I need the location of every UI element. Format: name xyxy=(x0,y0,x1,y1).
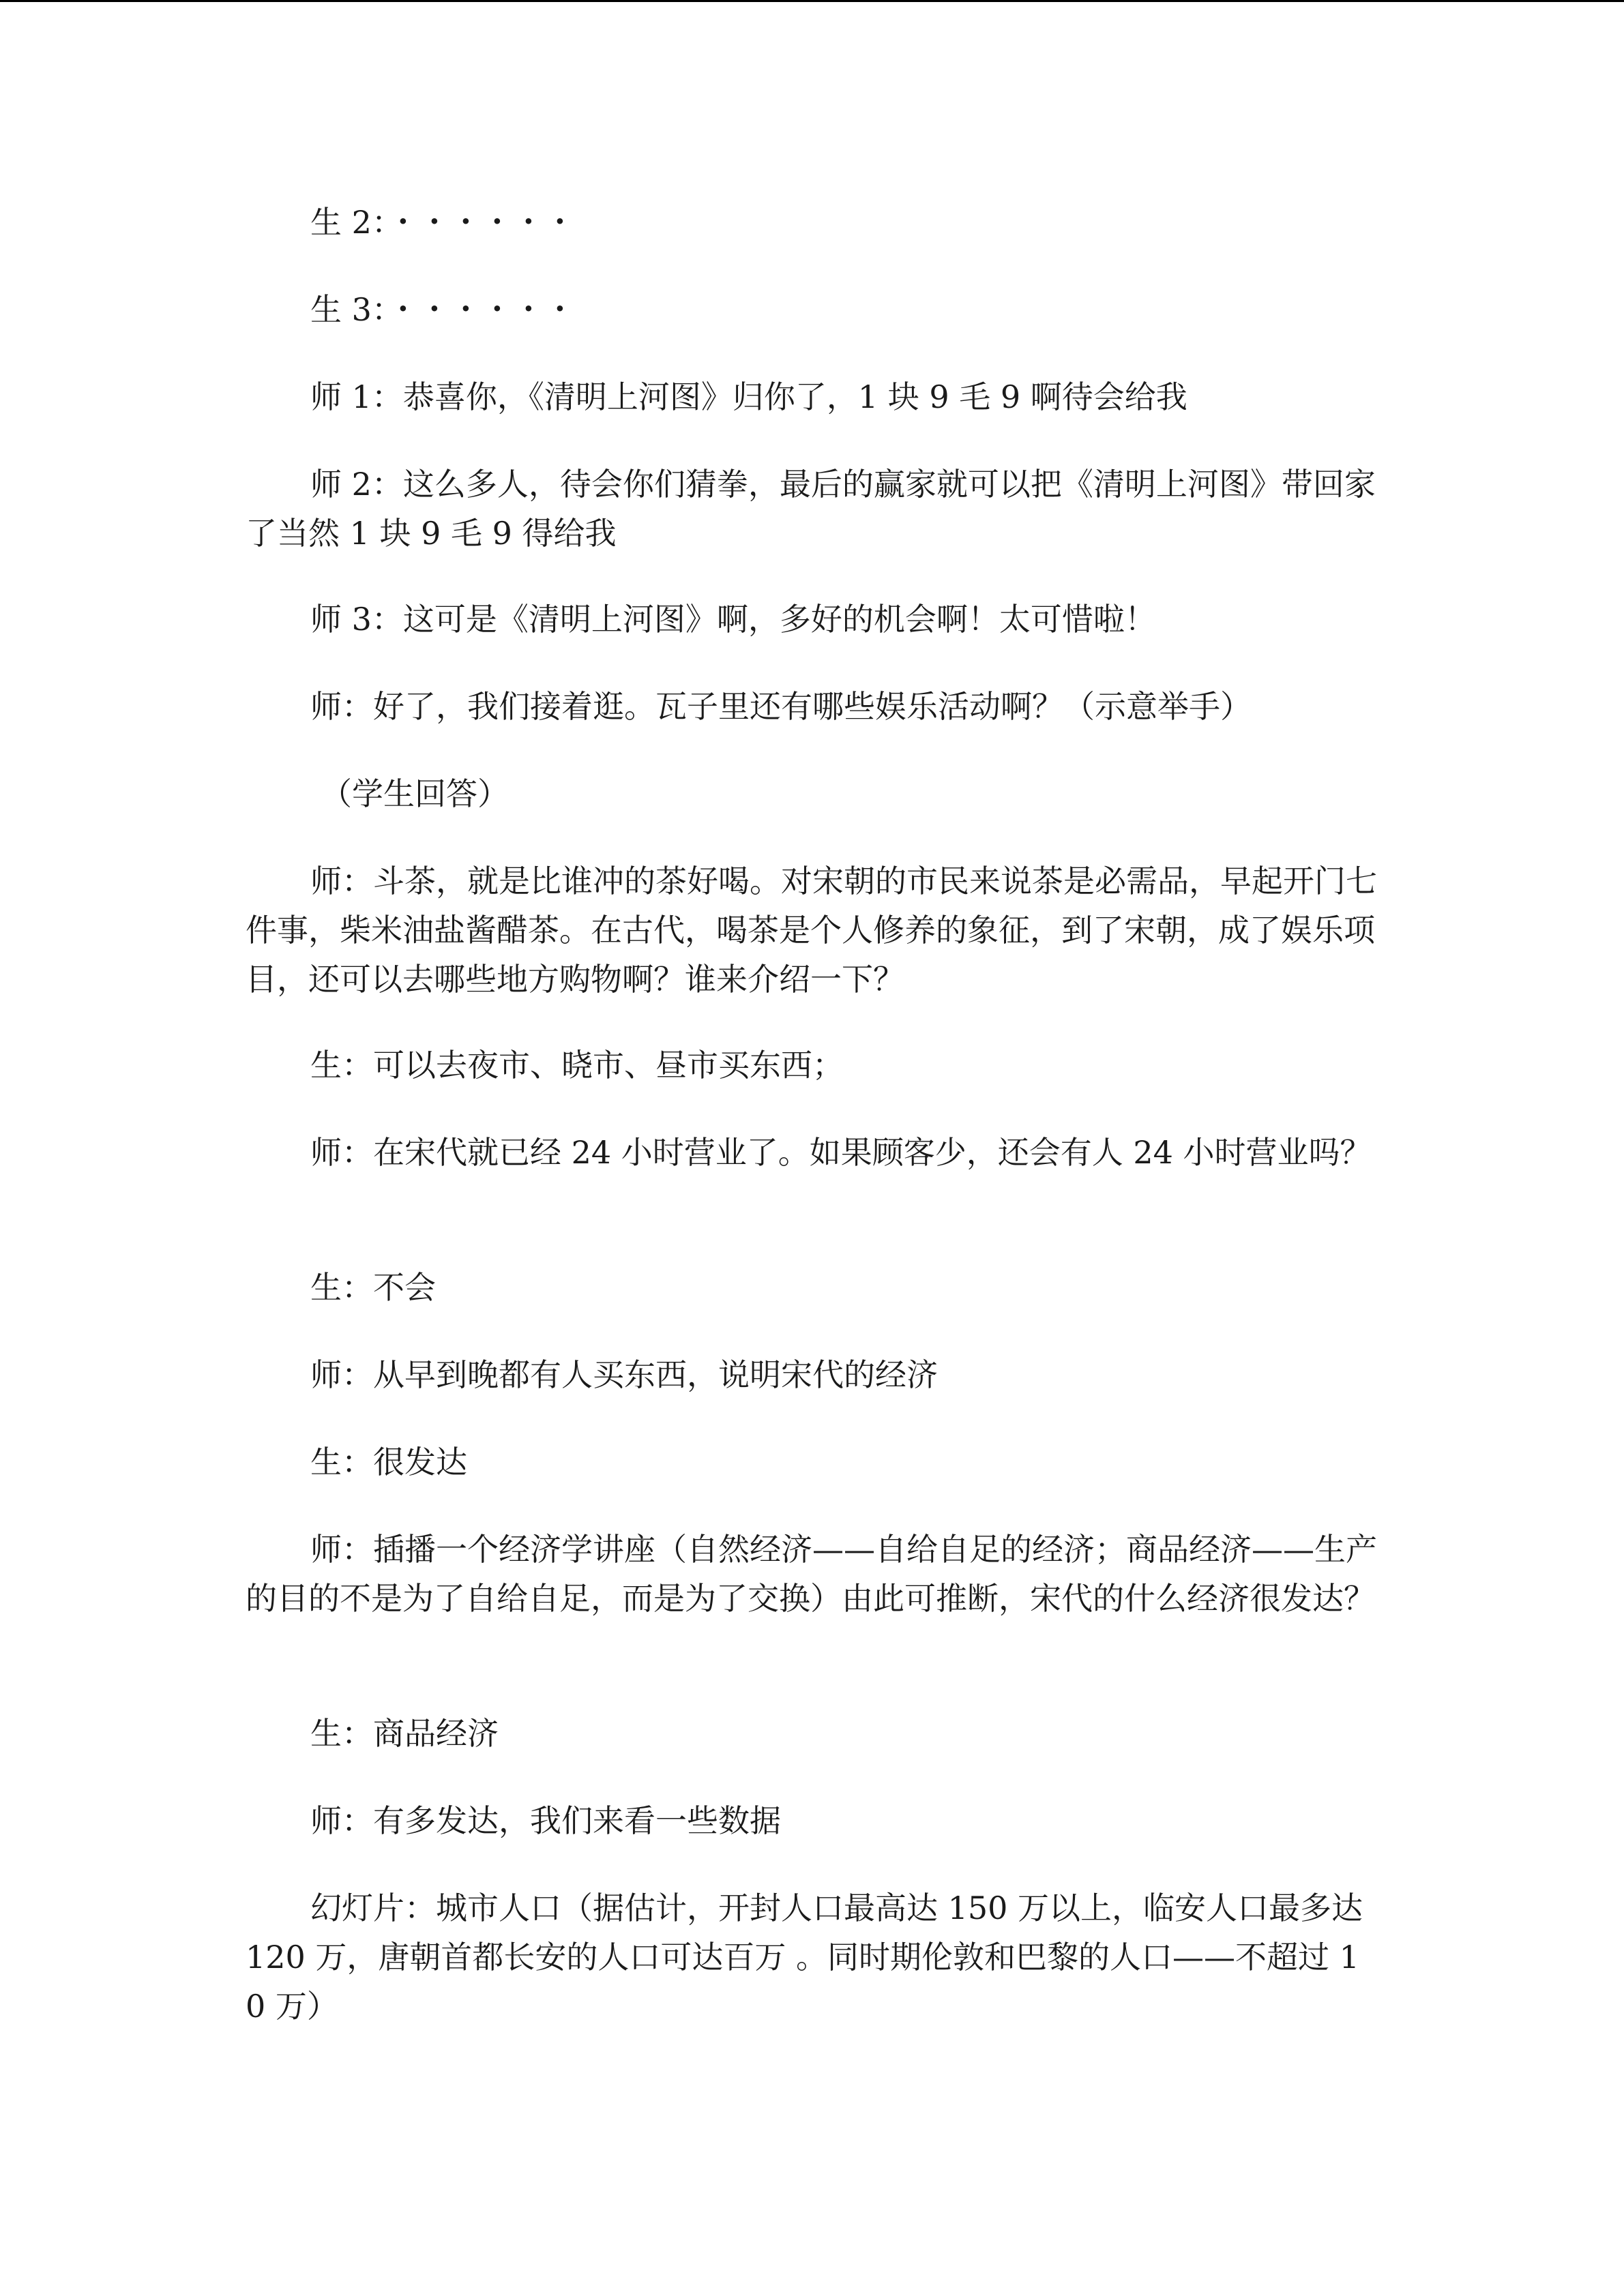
paragraph-teacher-data: 师：有多发达，我们来看一些数据 xyxy=(310,1802,781,1839)
paragraph-teacher-lecture: 师：插播一个经济学讲座（自然经济——自给自足的经济；商品经济——生产的目的不是为了自给自足，而是为了交换）由此可推断，宋代的什么经济很发达？ xyxy=(246,1531,1377,1617)
paragraph-teacher-1: 师 1：恭喜你，《清明上河图》归你了，1 块 9 毛 9 啊待会给我 xyxy=(310,378,1187,415)
paragraph-student-no: 生：不会 xyxy=(310,1269,436,1306)
paragraph-student-developed: 生：很发达 xyxy=(310,1444,467,1480)
paragraph-teacher-tea: 师：斗茶，就是比谁冲的茶好喝。对宋朝的市民来说茶是必需品，早起开门七件事，柴米油盐酱醋茶。在古代，喝茶是个人修养的象征，到了宋朝，成了娱乐项目，还可以去哪些地方购物啊？谁来介绍一下？ xyxy=(246,863,1377,998)
paragraph-student-2: 生 2：・・・・・・ xyxy=(310,204,576,241)
paragraph-teacher-3: 师 3：这可是《清明上河图》啊，多好的机会啊！太可惜啦！ xyxy=(310,601,1156,638)
paragraph-slide-population: 幻灯片：城市人口（据估计，开封人口最高达 150 万以上，临安人口最多达 120 万，唐朝首都长安的人口可达百万 。同时期伦敦和巴黎的人口——不超过 10 万） xyxy=(246,1890,1363,2025)
paragraph-student-commodity: 生：商品经济 xyxy=(310,1715,499,1752)
paragraph-student-3: 生 3：・・・・・・ xyxy=(310,291,576,328)
paragraph-teacher-economy: 师：从早到晚都有人买东西，说明宋代的经济 xyxy=(310,1356,938,1393)
paragraph-teacher-continue: 师：好了，我们接着逛。瓦子里还有哪些娱乐活动啊？（示意举手） xyxy=(310,688,1252,725)
paragraph-student-markets: 生：可以去夜市、晓市、昼市买东西； xyxy=(310,1047,844,1084)
paragraph-student-answer-note: （学生回答） xyxy=(321,775,509,812)
paragraph-teacher-2: 师 2：这么多人，待会你们猜拳，最后的赢家就可以把《清明上河图》带回家了当然 1 块 9 毛 9 得给我 xyxy=(246,466,1376,552)
paragraph-teacher-24h: 师：在宋代就已经 24 小时营业了。如果顾客少，还会有人 24 小时营业吗？ xyxy=(310,1134,1372,1171)
